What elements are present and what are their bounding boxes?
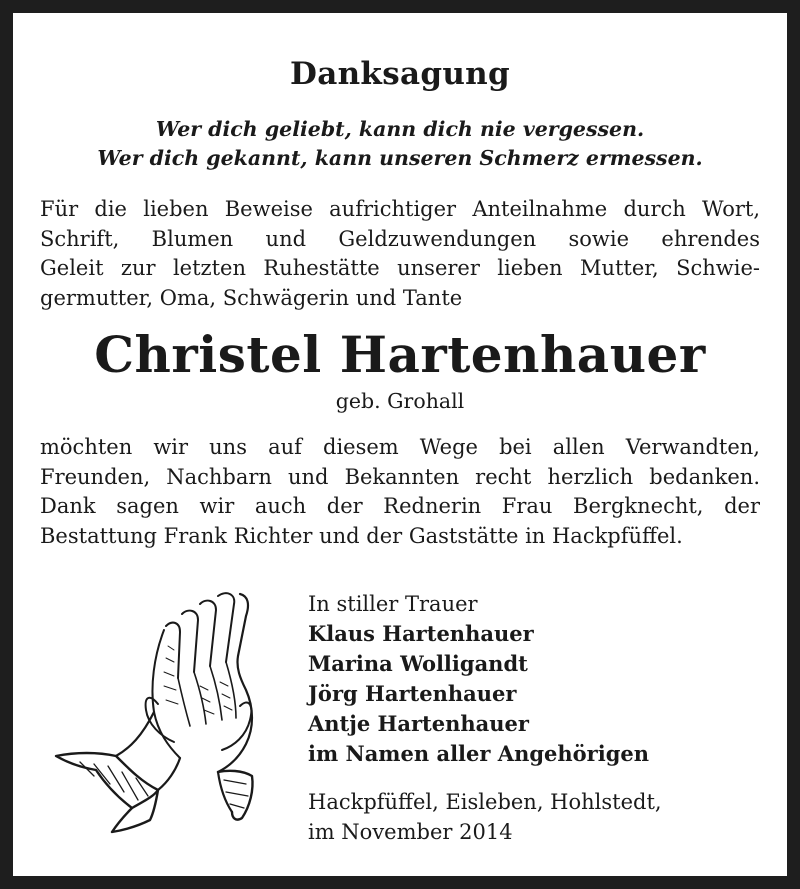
thanks-paragraph (40, 433, 760, 551)
mourner-relatives: im Namen aller Angehörigen (308, 741, 650, 766)
intro-line: Für die lieben Beweise aufrichtiger Anteilnahme durch Wort, (40, 197, 760, 221)
motto-line-2: Wer dich gekannt, kann unseren Schmerz ermessen. (97, 146, 703, 170)
mourner-name: Klaus Hartenhauer (308, 621, 534, 646)
mourning-label: In stiller Trauer (308, 592, 478, 616)
maiden-name: geb. Grohall (335, 389, 465, 413)
mourner-name: Marina Wolligandt (308, 651, 528, 676)
praying-hands-icon (50, 586, 260, 836)
intro-paragraph (40, 195, 760, 313)
thanks-line: Dank sagen wir auch der Rednerin Frau Bergknecht, der (40, 494, 760, 518)
place-date-block (308, 787, 768, 847)
intro-line: Schrift, Blumen und Geldzuwendungen sowie ehrendes (40, 226, 760, 251)
thanks-line: möchten wir uns auf diesem Wege bei allen Verwandten, (40, 435, 760, 459)
mourner-name: Antje Hartenhauer (308, 711, 529, 736)
place-line: Hackpfüffel, Eisleben, Hohlstedt, (308, 790, 662, 814)
intro-line: Geleit zur letzten Ruhestätte unserer lieben Mutter, Schwie- (40, 256, 760, 280)
thanks-line: Freunden, Nachbarn und Bekannten recht herzlich bedanken. (40, 464, 760, 489)
intro-line: germutter, Oma, Schwägerin und Tante (40, 285, 463, 310)
notice-title: Danksagung (290, 56, 510, 92)
thanks-line: Bestattung Frank Richter und der Gaststätte in Hackpfüffel. (40, 523, 683, 548)
mourner-name: Jörg Hartenhauer (308, 681, 517, 706)
motto-line-1: Wer dich geliebt, kann dich nie vergessen. (155, 117, 645, 141)
mourners-block (308, 589, 768, 769)
date-line: im November 2014 (308, 820, 513, 844)
deceased-name: Christel Hartenhauer (94, 325, 706, 384)
